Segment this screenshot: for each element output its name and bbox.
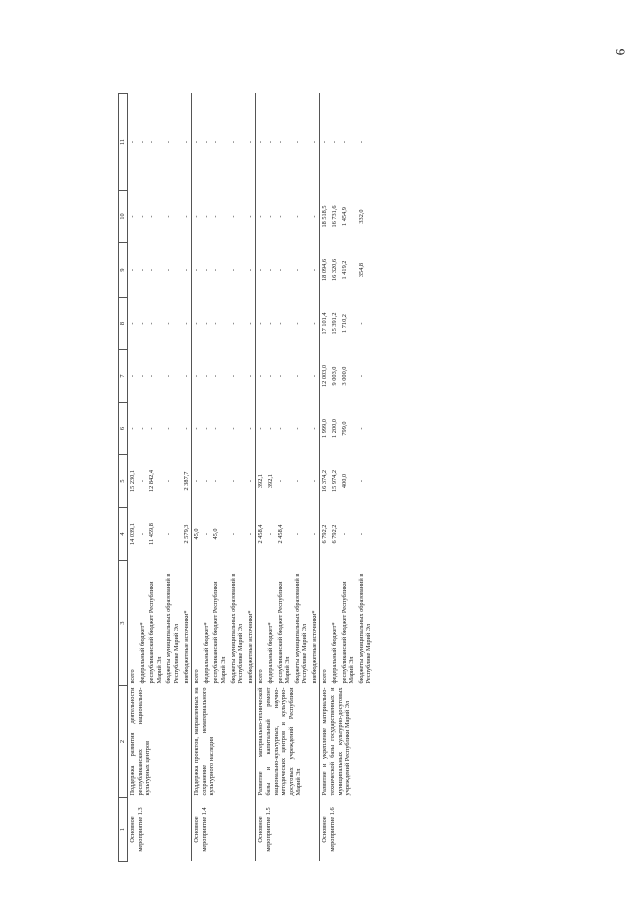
value-cell: - bbox=[293, 427, 301, 430]
value-cell: - bbox=[310, 268, 318, 272]
value-cell: - bbox=[202, 268, 210, 272]
value-cell: - bbox=[165, 374, 173, 378]
value-cell: - bbox=[229, 479, 237, 483]
value-cell: 1 999,0 bbox=[320, 403, 330, 455]
value-cell: - bbox=[128, 403, 138, 455]
value-cell: - bbox=[293, 479, 301, 483]
value-cell: - bbox=[148, 215, 156, 218]
value-cell: - bbox=[138, 479, 146, 483]
value-cell: - bbox=[182, 322, 190, 325]
value-cell: - bbox=[310, 140, 318, 144]
column-header-9: 9 bbox=[119, 243, 128, 298]
value-cell: - bbox=[182, 215, 190, 218]
value-cell: - bbox=[246, 140, 254, 144]
value-cell: - bbox=[266, 374, 274, 378]
value-cell: - bbox=[212, 322, 220, 325]
value-cell: - bbox=[293, 532, 301, 536]
value-cell: - bbox=[212, 479, 220, 483]
value-cell: - bbox=[202, 374, 210, 378]
column-header-5: 5 bbox=[119, 455, 128, 508]
value-cell: 11 459,8 bbox=[148, 523, 156, 545]
funding-source: федеральный бюджет* bbox=[202, 622, 210, 684]
value-cell: 799,0 bbox=[340, 421, 348, 436]
value-cell: - bbox=[229, 215, 237, 218]
value-cell: - bbox=[202, 215, 210, 218]
value-cell: - bbox=[246, 322, 254, 325]
value-cell: - bbox=[256, 243, 266, 298]
value-cell: 15 974,2 bbox=[331, 469, 339, 493]
measure-name: Развитие материально-технической базы и капитальный ремонт национально-культурных, научно-методических центров и культурно-досуговых учреждений Республики Марий Эл bbox=[256, 686, 320, 798]
budget-table bbox=[118, 93, 374, 862]
funding-source: бюджеты муниципальных образований в Республике Марий Эл bbox=[165, 573, 180, 684]
measure-code: Основное мероприятие 1.5 bbox=[256, 798, 320, 862]
value-cell: - bbox=[293, 322, 301, 325]
measure-name: Поддержка развития деятельности республиканских национально-культурных центров bbox=[128, 686, 192, 798]
funding-source: всего bbox=[256, 561, 266, 686]
measure-name: Развитие и укрепление материально-технической базы государственных и муниципальных культурно-досуговых учреждений Республики Марий Эл bbox=[320, 686, 374, 798]
value-cell: - bbox=[192, 243, 202, 298]
table-row bbox=[256, 94, 266, 862]
value-cell: - bbox=[276, 322, 284, 325]
value-cell: - bbox=[340, 532, 348, 536]
value-cell: - bbox=[266, 427, 274, 430]
value-cell: - bbox=[266, 215, 274, 218]
funding-source: федеральный бюджет* bbox=[266, 622, 274, 684]
column-header-8: 8 bbox=[119, 298, 128, 350]
value-cell: - bbox=[202, 479, 210, 483]
rotated-page-content bbox=[118, 94, 640, 862]
column-header-4: 4 bbox=[119, 508, 128, 561]
value-cell: 18 518,5 bbox=[320, 191, 330, 243]
value-cell: 16 320,6 bbox=[331, 258, 339, 282]
value-cell: - bbox=[165, 268, 173, 272]
value-cell: 9 003,0 bbox=[331, 366, 339, 386]
measure-code: Основное мероприятие 1.4 bbox=[192, 798, 256, 862]
value-cell: 15 391,2 bbox=[331, 312, 339, 335]
value-cell: 332,0 bbox=[357, 209, 365, 224]
value-cell: 3 000,0 bbox=[340, 366, 348, 386]
value-cell: - bbox=[138, 215, 146, 218]
value-cell: 45,0 bbox=[192, 508, 202, 561]
funding-source: республиканский бюджет Республики Марий Эл bbox=[212, 581, 227, 684]
funding-source: бюджеты муниципальных образований в Республике Марий Эл bbox=[357, 573, 373, 684]
value-cell: - bbox=[310, 374, 318, 378]
value-cell: - bbox=[276, 479, 284, 483]
value-cell: - bbox=[138, 532, 146, 536]
value-cell: - bbox=[212, 140, 220, 144]
funding-source: всего bbox=[320, 561, 330, 686]
value-cell: - bbox=[148, 427, 156, 430]
value-cell: - bbox=[276, 140, 284, 144]
value-cell: - bbox=[192, 403, 202, 455]
value-cell: - bbox=[138, 140, 146, 144]
funding-source: внебюджетные источники* bbox=[246, 610, 254, 684]
value-cell: - bbox=[202, 532, 210, 536]
measure-code: Основное мероприятие 1.3 bbox=[128, 798, 192, 862]
column-header-7: 7 bbox=[119, 350, 128, 403]
value-cell: - bbox=[357, 322, 365, 325]
value-cell: - bbox=[202, 140, 210, 144]
value-cell: 45,0 bbox=[212, 528, 220, 540]
value-cell: - bbox=[310, 322, 318, 325]
value-cell: - bbox=[192, 455, 202, 508]
value-cell: - bbox=[246, 532, 254, 536]
value-cell: - bbox=[276, 374, 284, 378]
value-cell: - bbox=[331, 140, 339, 144]
column-header-11: 11 bbox=[119, 94, 128, 191]
value-cell: - bbox=[256, 350, 266, 403]
value-cell: - bbox=[202, 322, 210, 325]
value-cell: - bbox=[182, 140, 190, 144]
value-cell: - bbox=[148, 268, 156, 272]
value-cell: - bbox=[357, 374, 365, 378]
value-cell: - bbox=[357, 479, 365, 483]
value-cell: - bbox=[246, 427, 254, 430]
value-cell: - bbox=[229, 532, 237, 536]
column-header-2: 2 bbox=[119, 686, 128, 798]
value-cell: - bbox=[165, 140, 173, 144]
funding-source: бюджеты муниципальных образований в Республике Марий Эл bbox=[293, 573, 309, 684]
value-cell: - bbox=[246, 268, 254, 272]
page-number: 6 bbox=[612, 48, 628, 56]
value-cell: - bbox=[266, 532, 274, 536]
value-cell: - bbox=[182, 427, 190, 430]
value-cell: - bbox=[192, 350, 202, 403]
value-cell: - bbox=[165, 532, 173, 536]
value-cell: - bbox=[165, 427, 173, 430]
value-cell: 16 731,6 bbox=[331, 205, 339, 228]
measure-code: Основное мероприятие 1.6 bbox=[320, 798, 374, 862]
funding-source: бюджеты муниципальных образований в Республике Марий Эл bbox=[229, 573, 245, 684]
value-cell: 15 230,1 bbox=[128, 455, 138, 508]
funding-source: всего bbox=[192, 561, 202, 686]
funding-source: республиканский бюджет Республики Марий Эл bbox=[148, 581, 163, 684]
value-cell: - bbox=[310, 427, 318, 430]
table-row bbox=[128, 94, 138, 862]
value-cell: - bbox=[165, 322, 173, 325]
value-cell: 12 842,4 bbox=[148, 469, 156, 493]
table-row bbox=[320, 94, 330, 862]
value-cell: 400,0 bbox=[340, 473, 348, 489]
value-cell: 2 387,7 bbox=[182, 471, 190, 491]
value-cell: 2 579,3 bbox=[182, 524, 190, 544]
value-cell: - bbox=[128, 191, 138, 243]
value-cell: 6 792,2 bbox=[331, 524, 339, 544]
value-cell: - bbox=[229, 322, 237, 325]
value-cell: - bbox=[229, 374, 237, 378]
value-cell: - bbox=[128, 298, 138, 350]
column-header-1: 1 bbox=[119, 798, 128, 862]
value-cell: - bbox=[266, 268, 274, 272]
funding-source: федеральный бюджет* bbox=[138, 622, 146, 684]
value-cell: - bbox=[229, 268, 237, 272]
value-cell: 2 458,4 bbox=[276, 524, 284, 544]
value-cell: - bbox=[138, 322, 146, 325]
value-cell: - bbox=[310, 479, 318, 483]
value-cell: - bbox=[128, 243, 138, 298]
value-cell: - bbox=[256, 191, 266, 243]
value-cell: - bbox=[293, 374, 301, 378]
value-cell: - bbox=[229, 427, 237, 430]
funding-source: всего bbox=[128, 561, 138, 686]
value-cell: - bbox=[276, 215, 284, 218]
value-cell: 17 101,4 bbox=[320, 298, 330, 350]
table-row bbox=[192, 94, 202, 862]
value-cell: - bbox=[340, 140, 348, 144]
value-cell: 2 458,4 bbox=[256, 508, 266, 561]
value-cell: - bbox=[246, 374, 254, 378]
value-cell: 392,1 bbox=[266, 473, 274, 489]
value-cell: - bbox=[293, 268, 301, 272]
value-cell: - bbox=[148, 322, 156, 325]
value-cell: 1 710,2 bbox=[340, 314, 348, 333]
funding-source: внебюджетные источники* bbox=[310, 610, 318, 684]
value-cell: 14 039,1 bbox=[128, 508, 138, 561]
funding-source: республиканский бюджет Республики Марий Эл bbox=[340, 581, 356, 684]
column-header-3: 3 bbox=[119, 561, 128, 686]
value-cell: - bbox=[357, 140, 365, 144]
value-cell: - bbox=[182, 268, 190, 272]
value-cell: - bbox=[310, 532, 318, 536]
value-cell: - bbox=[192, 94, 202, 191]
column-header-6: 6 bbox=[119, 403, 128, 455]
value-cell: - bbox=[202, 427, 210, 430]
value-cell: 1 200,0 bbox=[331, 419, 339, 438]
value-cell: - bbox=[148, 374, 156, 378]
funding-source: федеральный бюджет* bbox=[331, 622, 339, 684]
funding-source: республиканский бюджет Республики Марий Эл bbox=[276, 581, 292, 684]
funding-source: внебюджетные источники* bbox=[182, 610, 190, 684]
value-cell: - bbox=[293, 140, 301, 144]
value-cell: - bbox=[310, 215, 318, 218]
value-cell: - bbox=[293, 215, 301, 218]
value-cell: - bbox=[212, 427, 220, 430]
value-cell: 6 792,2 bbox=[320, 508, 330, 561]
value-cell: - bbox=[165, 479, 173, 483]
value-cell: 1 454,9 bbox=[340, 207, 348, 226]
value-cell: - bbox=[266, 140, 274, 144]
value-cell: - bbox=[182, 374, 190, 378]
value-cell: - bbox=[246, 215, 254, 218]
value-cell: - bbox=[256, 94, 266, 191]
value-cell: - bbox=[212, 215, 220, 218]
header-row bbox=[119, 94, 128, 862]
value-cell: - bbox=[128, 350, 138, 403]
value-cell: - bbox=[246, 479, 254, 483]
measure-name: Поддержка проектов, направленных на сохранение нематериального культурного наследия bbox=[192, 686, 256, 798]
value-cell: - bbox=[256, 298, 266, 350]
value-cell: - bbox=[192, 191, 202, 243]
value-cell: - bbox=[138, 374, 146, 378]
value-cell: - bbox=[357, 427, 365, 430]
value-cell: 16 374,2 bbox=[320, 455, 330, 508]
value-cell: - bbox=[212, 374, 220, 378]
value-cell: - bbox=[212, 268, 220, 272]
value-cell: - bbox=[256, 403, 266, 455]
value-cell: - bbox=[276, 268, 284, 272]
table-body bbox=[128, 94, 375, 862]
column-header-10: 10 bbox=[119, 191, 128, 243]
value-cell: - bbox=[266, 322, 274, 325]
value-cell: - bbox=[276, 427, 284, 430]
value-cell: - bbox=[229, 140, 237, 144]
value-cell: 354,8 bbox=[357, 262, 365, 278]
value-cell: - bbox=[320, 94, 330, 191]
value-cell: - bbox=[165, 215, 173, 218]
value-cell: 18 094,6 bbox=[320, 243, 330, 298]
value-cell: 392,1 bbox=[256, 455, 266, 508]
value-cell: 1 419,2 bbox=[340, 260, 348, 280]
value-cell: 12 003,0 bbox=[320, 350, 330, 403]
value-cell: - bbox=[148, 140, 156, 144]
value-cell: - bbox=[357, 532, 365, 536]
value-cell: - bbox=[138, 427, 146, 430]
value-cell: - bbox=[138, 268, 146, 272]
value-cell: - bbox=[192, 298, 202, 350]
value-cell: - bbox=[128, 94, 138, 191]
